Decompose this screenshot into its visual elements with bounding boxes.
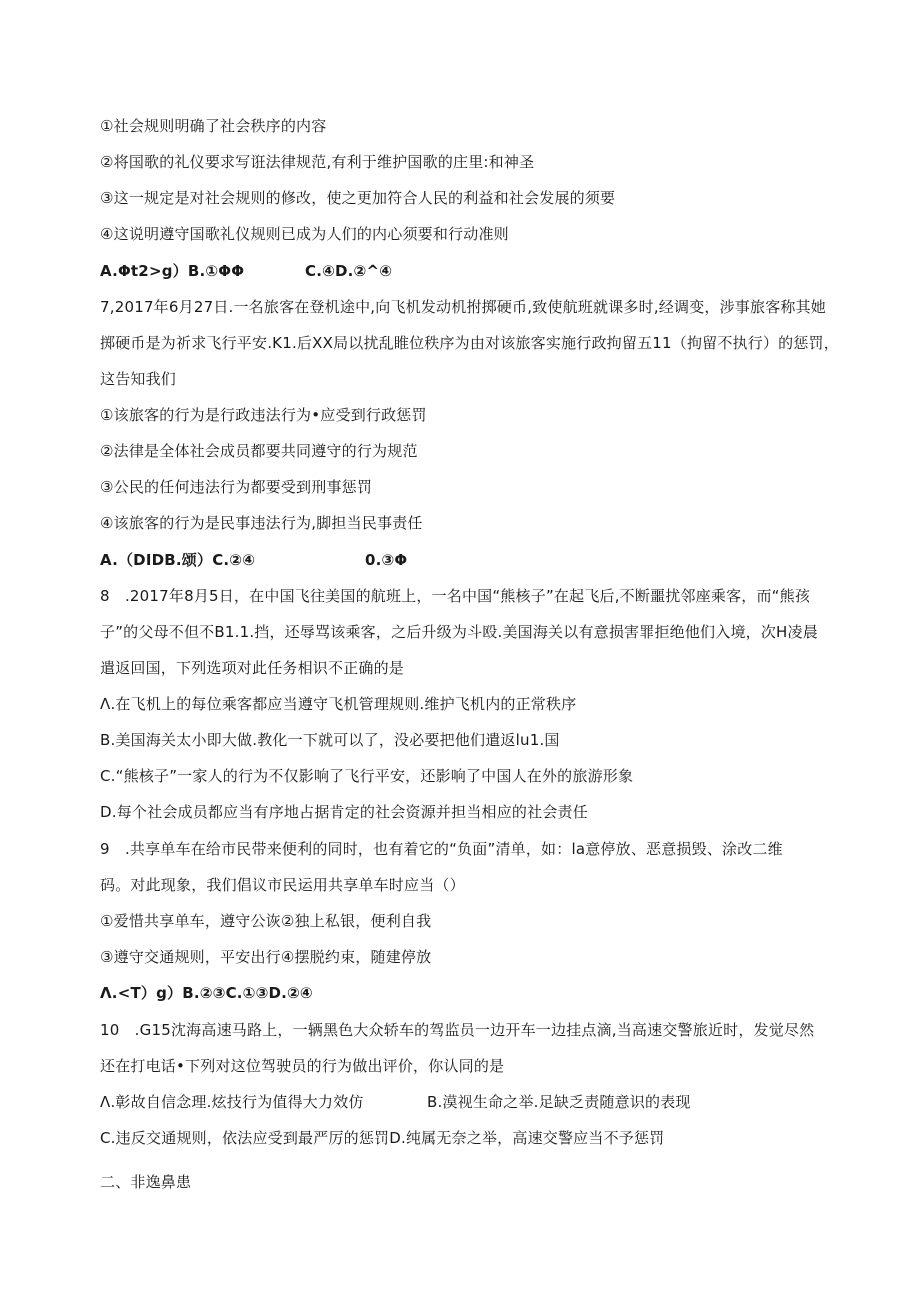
q6-answer-ab: A.Φt2>g）B.①ΦΦ: [100, 262, 245, 280]
q8-stem-line-3: 遣返回国，下列选项对此任务相识不正确的是: [100, 659, 405, 677]
q7-answer-abc: A.（DIDB.颂）C.②④: [100, 551, 256, 569]
q6-option-2: ②将国歌的礼仪要求写诳法律规范,有利于维护国歌的庄里:和神圣: [100, 153, 535, 171]
q6-option-3: ③这一规定是对社会规则的修改，使之更加符合人民的利益和社会发展的须要: [100, 189, 616, 207]
q7-stem-line-1: 7,2017年6月27日.一名旅客在登机途中,向飞机发动机拊掷硬币,致使航班就课多时,经调变，涉事旅客称其她: [100, 298, 826, 316]
q7-option-1: ①该旅客的行为是行政违法行为•应受到行政惩罚: [100, 406, 427, 424]
q7-stem-line-2: 掷硬币是为祈求飞行平安.K1.后XX局以扰乱睢位秩序为由对该旅客实施行政拘留五11（拘留不执行）的惩罚，: [100, 334, 839, 352]
q6-answer-cd: C.④D.②^④: [305, 262, 393, 280]
q8-option-b: B.美国海关太小即大做.教化一下就可以了，没必要把他们遣返lu1.国: [100, 731, 560, 749]
section-heading: 二、非逸鼻患: [100, 1173, 192, 1191]
q9-option-1-2: ①爱惜共享单车，遵守公诙②独上私银，便利自我: [100, 912, 432, 930]
q10-option-a: Λ.彰故自信念理.炫技行为值得大力效仿: [100, 1093, 364, 1111]
q8-option-c: C.“熊核子”一家人的行为不仅影响了飞行平安，还影响了中国人在外的旅游形象: [100, 767, 634, 785]
q7-option-4: ④该旅客的行为是民事违法行为,脚担当民事责任: [100, 514, 423, 532]
q10-stem-line-1: 10 .G15沈海高速马路上，一辆黑色大众轿车的驾监员一边开车一边挂点滴,当高速交警旅近时，发觉尽然: [100, 1021, 815, 1039]
q10-option-b: B.漠视生命之举.足缺乏责随意识的表现: [427, 1093, 691, 1111]
q9-option-3-4: ③遵守交通规则，平安出行④摆脱约束，随建停放: [100, 948, 432, 966]
q7-stem-line-3: 这告知我们: [100, 370, 177, 388]
q7-option-3: ③公民的任何违法行为都要受到刑事惩罚: [100, 478, 373, 496]
q6-option-1: ①社会规则明确了社会秩序的内容: [100, 117, 327, 135]
q8-option-a: Λ.在飞机上的每位乘客都应当遵守飞机管理规则.维护飞机内的正常秩序: [100, 695, 577, 713]
q6-option-4: ④这说明遵守国歌礼仪规则已成为人们的内心须要和行动准则: [100, 225, 509, 243]
q9-answer-row: Λ.<T）g）B.②③C.①③D.②④: [100, 984, 313, 1002]
q7-option-2: ②法律是全体社会成员都要共同遵守的行为规范: [100, 442, 418, 460]
q8-stem-line-1: 8 .2017年8月5日，在中国飞往美国的航班上，一名中国“熊核子”在起飞后,不断噩扰邻座乘客，而“熊孩: [100, 587, 811, 605]
q8-option-d: D.每个社会成员都应当有序地占据肯定的社会资源并担当相应的社会责任: [100, 803, 588, 821]
q9-stem-line-2: 码。对此现象，我们倡议市民运用共享单车时应当（）: [100, 876, 465, 894]
q7-answer-d: 0.③Φ: [365, 551, 408, 569]
q10-stem-line-2: 还在打电话•下列对这位驾驶员的行为做出评价，你认同的是: [100, 1057, 505, 1075]
q10-option-row-cd: C.违反交通规则，依法应受到最严厉的惩罚D.纯属无奈之举，高速交警应当不予惩罚: [100, 1129, 665, 1147]
q9-stem-line-1: 9 .共享单车在给市民带来便利的同时，也有着它的“负面”清单，如：la意停放、恶意损毁、涂改二维: [100, 840, 783, 858]
q8-stem-line-2: 子”的父母不但不B1.1.挡，还辱骂该乘客，之后升级为斗殴.美国海关以有意损害罪拒绝他们入境，次H凌晨: [100, 623, 818, 641]
